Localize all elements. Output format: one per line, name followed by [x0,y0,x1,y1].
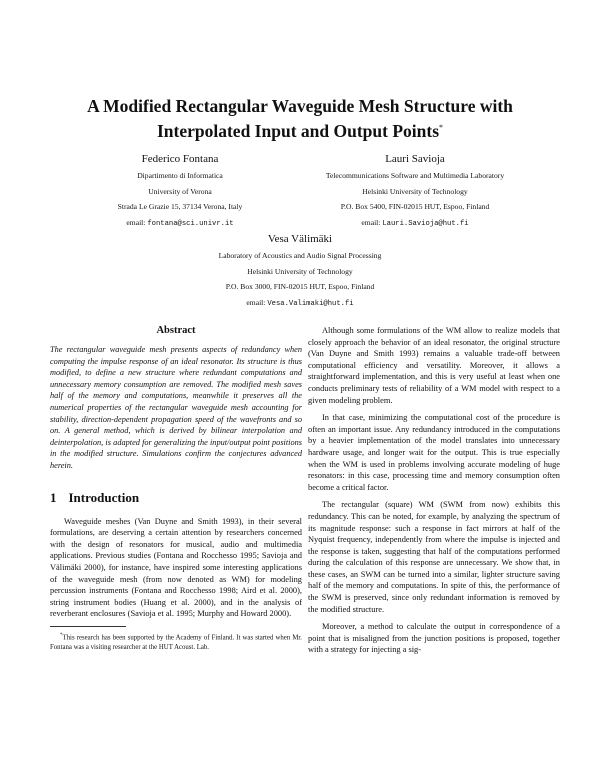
left-column [50,325,302,652]
title-line-1: A Modified Rectangular Waveguide Mesh Structure with [87,96,513,116]
body-paragraph: In that case, minimizing the computational cost of the procedure is often an important issue. Any redundancy introduced in the computations by a heavier implementation of the model translates into unnecessary hardware usage, and longer wait for the output. This is true especially when the WM is used in problems involving accurate modeling of huge resonators: in this case, processing time and memory consumption often become a critical factor. [308,413,560,492]
intro-paragraph: Waveguide meshes (Van Duyne and Smith 1993), in their several formulations, are deserving a certain attention by researchers concerned with the design of resonators for musical, audio and multimedia applications. Previous studies (Fontana and Rocchesso 1995; Savioja and Välimäki 2000), for instance, have inspired some interesting applications of the waveguide mesh (from now denoted as WM) for modeling percussion instruments (Fontana and Rocchesso 1998; Aird et al. 2000), string instrument bodies (Huang et al. 2000), and in the analysis of reverberant enclosures (Savioja et al. 1995; Murphy and Howard 2000). [50,516,302,619]
body-paragraph: The rectangular (square) WM (SWM from now) exhibits this redundancy. This can be noted, for example, by analyzing the spectrum of its magnitude response: such a response in fact mirrors at half of the Nyquist frequency, independently from where the impulse is injected and the response is taken, suggesting that half of the computations performed during the calculation of this response are unnecessary. We show that, in these cases, an SWM can be turned into a similar, lighter structure saving half of the memory and computations. In spite of this, the performance of the SWM is preserved, since only redundant information is removed by the modified structure. [308,500,560,614]
author-email[interactable]: Lauri.Savioja@hut.fi [382,219,469,228]
author-address-line: P.O. Box 5400, FIN-02015 HUT, Espoo, Finland [340,202,490,211]
footnote [50,631,302,652]
paper-title [40,95,560,142]
author-block-savioja [300,150,530,232]
footnote-text: This research has been supported by the Academy of Finland. It was started when Mr. Fontana was a visiting researcher at the HUT Acoust. Lab. [50,634,302,651]
section-title: Introduction [68,489,140,505]
author-email[interactable]: Vesa.Valimaki@hut.fi [267,299,354,308]
author-affiliation-line: Helsinki University of Technology [362,186,468,196]
author-affiliation-line: Helsinki University of Technology [247,266,353,276]
author-email[interactable]: fontana@sci.univr.it [147,219,234,228]
author-address-line: Strada Le Grazie 15, 37134 Verona, Italy [117,202,243,211]
abstract-text: The rectangular waveguide mesh presents aspects of redundancy when computing the impulse response of an ideal resonator. Its structure is thus modified, to define a new structure where redundant computations and unnecessary memory consumption are removed. The modified mesh saves half of the memory and computations, meanwhile it preserves all the numerical properties of the rectangular waveguide mesh accounting for stability, direction-dependent propagation speed of the wavefronts and so on. A general method, which is derived by bilinear interpolation and deinterpolation, is adapted for generalizing the input/output point positions in the modified structure. Simulations confirm the conjectures advanced herein. [50,345,302,470]
section-heading-introduction [50,490,302,506]
section-number: 1 [50,489,57,505]
email-label: email: [361,217,381,227]
author-affiliation-line: Telecommunications Software and Multimedia Laboratory [325,171,505,180]
email-label: email: [246,297,266,307]
author-address-line: P.O. Box 3000, FIN-02015 HUT, Espoo, Finland [225,282,375,291]
body-paragraph: Moreover, a method to calculate the output in correspondence of a point that is misaligned from the junction positions is proposed, together with a strategy for injecting a sig- [308,622,560,655]
title-line-2 [40,117,560,142]
author-affiliation-line: Dipartimento di Informatica [137,171,223,180]
email-label: email: [126,217,146,227]
footnote-divider [50,626,126,627]
title-line-2-text: Interpolated Input and Output Points [156,120,440,141]
footnote-marker: * [60,632,63,638]
abstract-heading: Abstract [156,325,196,336]
author-affiliation-line: University of Verona [148,186,212,196]
author-email-row [180,295,420,313]
author-name: Federico Fontana [141,153,219,165]
author-affiliation-line: Laboratory of Acoustics and Audio Signal Processing [218,251,382,260]
title-footnote-marker: * [439,123,444,132]
author-block-valimaki [180,230,420,312]
author-block-fontana [85,150,275,232]
right-column [308,325,560,662]
author-name: Lauri Savioja [385,153,445,165]
author-name: Vesa Välimäki [267,233,333,245]
body-paragraph: Although some formulations of the WM allow to realize models that closely approach the behavior of an ideal resonator, the original structure (Van Duyne and Smith 1993) remains a valuable trade-off between computational efficiency and versatility. Moreover, it allows a straightforward implementation, and this is very useful at least when one conducts preliminary tests of reliability of a WM model with respect to a given modeling problem. [308,326,560,405]
